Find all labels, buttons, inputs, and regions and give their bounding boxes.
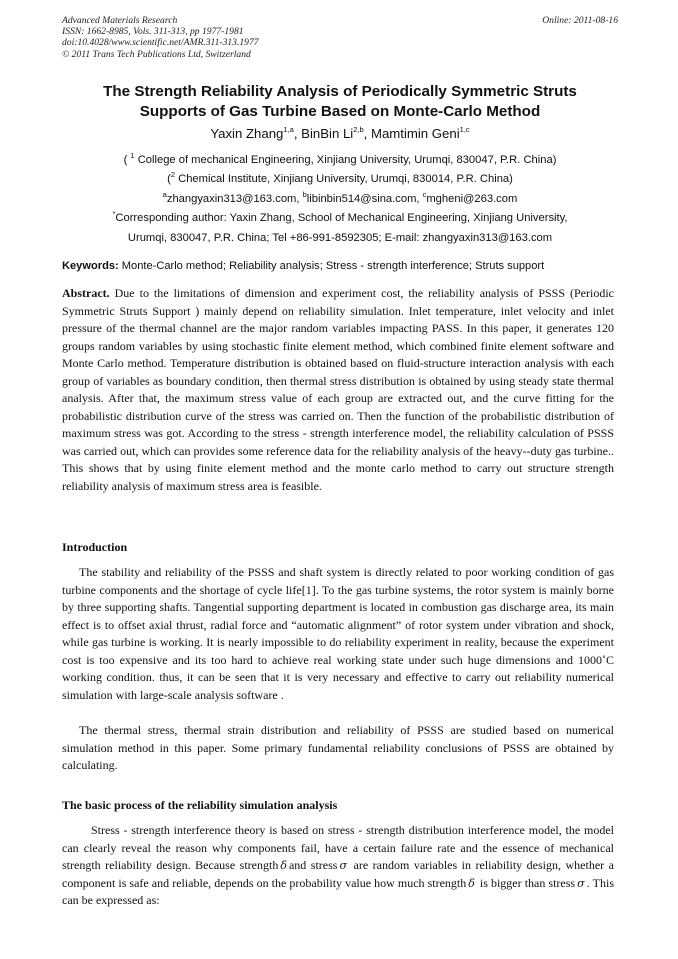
email-c: mgheni@263.com bbox=[426, 192, 518, 205]
corresponding-author-line-2: Urumqi, 830047, P.R. China; Tel +86-991-8592305; E-mail: zhangyaxin313@163.com bbox=[127, 231, 553, 244]
affiliation-paren: ( bbox=[167, 173, 171, 186]
author-affil-sup: 1,c bbox=[459, 125, 470, 135]
keywords bbox=[62, 258, 622, 274]
journal-issn: ISSN: 1662-8985, Vols. 311-313, pp 1977-1981 bbox=[62, 26, 244, 38]
introduction-paragraph-2: The thermal stress, thermal strain distribution and reliability of PSSS are studied based on numerical simulation method in this paper. Some primary fundamental reliability conclusions of PSSS are obtained by calculating. bbox=[62, 723, 614, 773]
author-name: Mamtimin Geni bbox=[370, 126, 460, 141]
email-sup: a bbox=[162, 189, 167, 199]
delta-symbol: δ bbox=[280, 859, 287, 873]
email-a: zhangyaxin313@163.com, bbox=[166, 192, 303, 205]
journal-name: Advanced Materials Research bbox=[62, 15, 178, 26]
title-line-1: The Strength Reliability Analysis of Periodically Symmetric Struts bbox=[103, 83, 577, 100]
paper-title bbox=[62, 82, 618, 122]
author-name: Yaxin Zhang bbox=[210, 126, 284, 141]
journal-copyright: © 2011 Trans Tech Publications Ltd, Switzerland bbox=[62, 48, 251, 60]
affiliation-paren: ( bbox=[123, 154, 131, 166]
affiliation-sup: 1 bbox=[130, 150, 135, 160]
abstract-label: Abstract. bbox=[62, 286, 110, 300]
paragraph-text: are random variables in reliability design, whether a component is safe and reliable, depends on the probability value how much strength bbox=[62, 858, 615, 890]
keywords-label: Keywords: bbox=[62, 260, 119, 272]
affiliation-1 bbox=[62, 151, 618, 170]
email-b: libinbin514@sina.com, bbox=[306, 192, 423, 205]
paragraph-text: and stress bbox=[288, 858, 338, 873]
paragraph-text: Stress - strength interference theory is based on stress - strength distribution interference model, the model can clearly reveal the reason why components fail, have a certain failure rate and the essence of mechanical strength reliability design. Because strength bbox=[62, 823, 614, 873]
introduction-paragraph-1: The stability and reliability of the PSSS and shaft system is directly related to poor working condition of gas turbine components and the shortage of cycle life[1]. To the gas turbine systems, the rotor system is mainly borne by three supporting shafts. Tangential supporting department is located in combustion gas discharge area, its main effect is to offset axial thrust, radial force and “automatic alignment” of rotor system under vibration and shock, while gas turbine is working. It is nearly impossible to do reliability experiment in reality, because the experiment cost is too expensive and its too hard to achieve real working state under such huge dimensions and 1000˚C working condition. thus, it can be seen that it is very necessary and effective to carry out reliability numerical simulation with large-scale analysis software . bbox=[62, 565, 614, 702]
corresponding-mark: * bbox=[112, 208, 116, 218]
affiliation-text: Chemical Institute, Xinjiang University, Urumqi, 830014, P.R. China) bbox=[175, 173, 513, 186]
author-list: Yaxin Zhang$^{1,a}$, BinBin Li$^{2,b}$, Mamtimin Geni$^{1,c}$ bbox=[210, 125, 470, 141]
email-sup: c bbox=[422, 189, 427, 199]
sigma-symbol: σ bbox=[339, 859, 347, 873]
affiliation-text: College of mechanical Engineering, Xinjiang University, Urumqi, 830047, P.R. China) bbox=[134, 154, 557, 166]
online-date: Online: 2011-08-16 bbox=[542, 15, 618, 26]
affiliation-sup: 2 bbox=[170, 170, 176, 180]
email-sup: b bbox=[302, 189, 307, 199]
paragraph-text: is bigger than stress bbox=[476, 875, 576, 890]
author-emails bbox=[62, 190, 618, 209]
sigma-symbol: σ bbox=[577, 876, 585, 890]
author-affil-sup: 1,a bbox=[283, 125, 294, 135]
paragraph-text: . This can be expressed as: bbox=[62, 875, 614, 908]
delta-symbol: δ bbox=[468, 876, 475, 890]
title-line-2: Supports of Gas Turbine Based on Monte-Carlo Method bbox=[139, 103, 541, 120]
abstract-text: Due to the limitations of dimension and experiment cost, the reliability analysis of PSSS (Periodic Symmetric Struts Support ) mainly depend on reliability simulation. Inlet temperature, inlet velocity and inlet pressure of the thermal channel are the major random variables impacting PASS. In this paper, it generates 120 groups random variables by using stochastic finite element method, which combined finite element software and Monte Carlo method. Temperature distribution is obtained based on fluid-structure interaction analysis with each group of variables as boundary condition, then thermal stress distribution is obtained by using steady state thermal analysis. After that, the maximum stress value of each group are extracted out, and the curve fitting for the probabilistic distribution curve of the stress was carried on. Then the function of the probabilistic distribution of maximum stress was got. According to the stress - strength interference model, the reliability calculation of PSSS was carried out, which can provides some reference data for the reliability analysis of the heavy--duty gas turbine.. This shows that by using finite element method and the monte carlo method to carry out structure strength reliability analysis of maximum stress area is feasible. bbox=[62, 286, 614, 494]
affiliation-2 bbox=[62, 170, 618, 189]
journal-header bbox=[62, 15, 618, 60]
abstract bbox=[62, 285, 614, 496]
introduction-heading: Introduction bbox=[62, 540, 128, 554]
corresponding-text: Corresponding author: Yaxin Zhang, School of Mechanical Engineering, Xinjiang University, bbox=[115, 212, 568, 225]
basic-process-heading: The basic process of the reliability simulation analysis bbox=[62, 798, 338, 812]
keywords-text: Monte-Carlo method; Reliability analysis; Stress - strength interference; Struts support bbox=[118, 260, 545, 272]
corresponding-author-line-1 bbox=[62, 209, 618, 228]
affiliations bbox=[62, 151, 618, 248]
journal-doi: doi:10.4028/www.scientific.net/AMR.311-313.1977 bbox=[62, 37, 259, 49]
author-name: BinBin Li bbox=[301, 126, 354, 141]
author-affil-sup: 2,b bbox=[353, 125, 364, 135]
basic-process-paragraph bbox=[62, 822, 614, 910]
